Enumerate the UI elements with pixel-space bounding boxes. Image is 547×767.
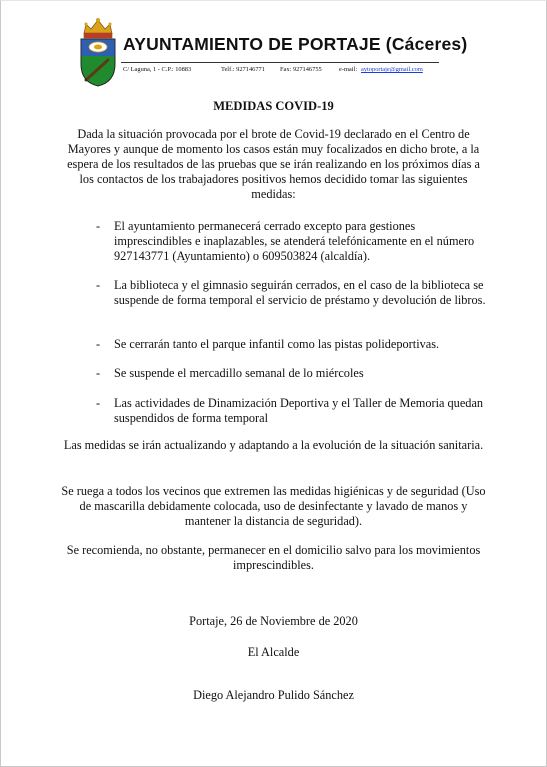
measure-text: Se suspende el mercadillo semanal de lo miércoles (114, 366, 364, 380)
header-divider (121, 62, 439, 63)
measure-text: Las actividades de Dinamización Deportiva y el Taller de Memoria quedan suspendidos de forma temporal (114, 396, 484, 425)
bullet: - (96, 337, 101, 351)
email-link[interactable]: aytoportaje@gmail.com (361, 66, 423, 73)
list-item (96, 366, 364, 381)
organization-name: AYUNTAMIENTO DE PORTAJE (Cáceres) (123, 34, 468, 54)
signer-name: Diego Alejandro Pulido Sánchez (193, 688, 354, 702)
place-date: Portaje, 26 de Noviembre de 2020 (189, 614, 358, 628)
intro-paragraph: Dada la situación provocada por el brote de Covid-19 declarado en el Centro de Mayores y aunque de momento los casos están muy focalizados en dicho brote, a la espera de los resultados de las pruebas que se irán realizando en los próximos días a los contactos de los trabajadores positivos hemos decidido tomar las siguientes medidas: (67, 127, 480, 201)
fax: Fax: 927146755 (280, 66, 322, 73)
coat-of-arms-icon (78, 16, 118, 88)
list-item (96, 219, 486, 264)
hygiene-request: Se ruega a todos los vecinos que extremen las medidas higiénicas y de seguridad (Uso de mascarilla debidamente colocada, uso de desinfectante y lavado de manos y mantener la distancia de seguridad). (61, 484, 486, 528)
bullet: - (96, 278, 101, 292)
bullet: - (96, 366, 101, 380)
phone: Telf.: 927146771 (221, 66, 265, 73)
measure-text: El ayuntamiento permanecerá cerrado excepto para gestiones imprescindibles e inaplazables, se atenderá telefónicamente en el número 927143771 (Ayuntamiento) o 609503824 (alcaldía). (114, 219, 475, 263)
measure-text: La biblioteca y el gimnasio seguirán cerrados, en el caso de la biblioteca se suspende de forma temporal el servicio de préstamo y devolución de libros. (114, 278, 486, 307)
list-item (96, 337, 439, 352)
document-title: MEDIDAS COVID-19 (213, 99, 334, 113)
measure-text: Se cerrarán tanto el parque infantil como las pistas polideportivas. (114, 337, 440, 351)
recommendation: Se recomienda, no obstante, permanecer en el domicilio salvo para los movimientos imprescindibles. (66, 543, 481, 572)
bullet: - (96, 396, 101, 410)
signer-role: El Alcalde (247, 645, 300, 659)
email-label: e-mail: (339, 66, 358, 73)
address: C/ Laguna, 1 - C.P.: 10883 (123, 66, 192, 73)
list-item (96, 278, 486, 308)
list-item (96, 396, 486, 426)
bullet: - (96, 219, 101, 233)
update-note: Las medidas se irán actualizando y adaptando a la evolución de la situación sanitaria. (63, 438, 484, 452)
